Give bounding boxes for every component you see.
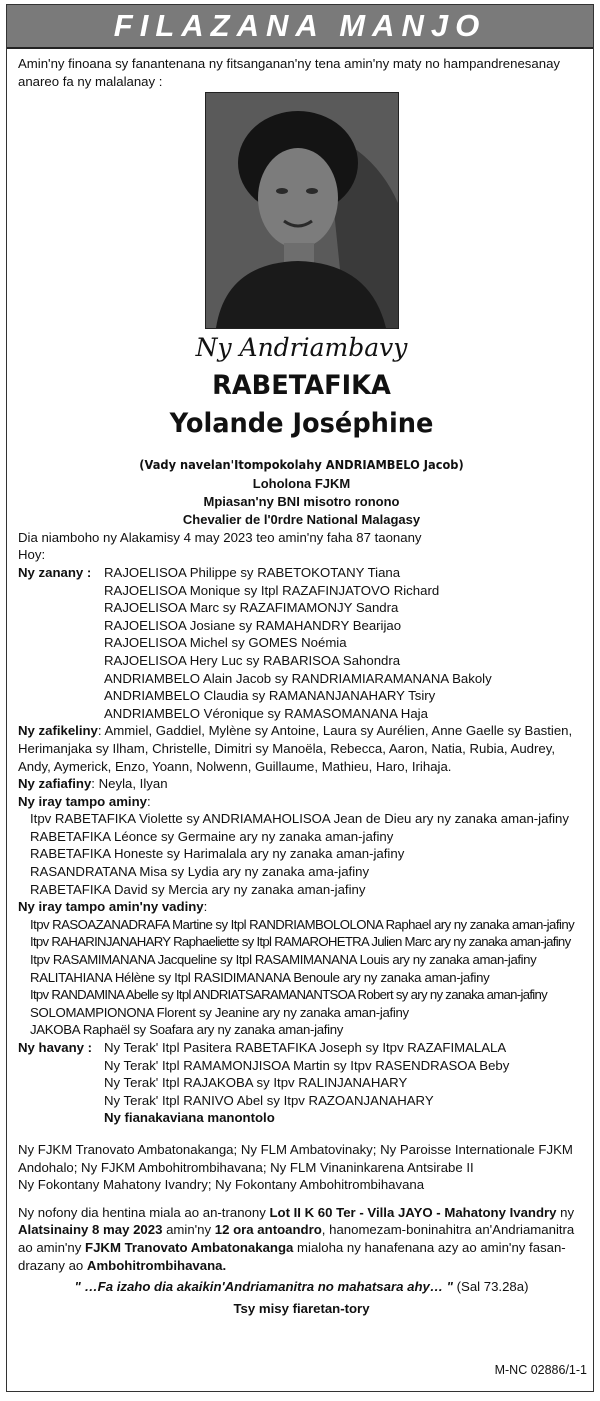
havany-label: Ny havany : <box>18 1040 93 1055</box>
list-item: Ny Terak' Itpl RANIVO Abel sy Itpv RAZOANJANAHARY <box>104 1092 434 1108</box>
zafikeliny-label: Ny zafikeliny <box>18 723 98 739</box>
list-item: Ny Terak' Itpl RAJAKOBA sy Itpv RALINJANAHARY <box>104 1075 408 1091</box>
reference-code: M-NC 02886/1-1 <box>494 1363 587 1377</box>
iray-tampo-aminy-list <box>18 810 585 898</box>
churches-text: Ny FJKM Tranovato Ambatonakanga; Ny FLM Ambatovinaky; Ny Paroisse Internationale FJKM Andohalo; Ny FJKM Ambohitrombihavana; Ny FLM Vinaninkarena Antsirabe II <box>18 1141 573 1175</box>
list-item: Itpv RASOAZANADRAFA Martine sy Itpl RANDRIAMBOLOLONA Raphael ary ny zanaka aman-jafiny <box>30 916 575 932</box>
list-item: Itpv RAHARINJANAHARY Raphaeliette sy Itpl RAMAROHETRA Julien Marc ary ny zanaka aman-jafiny <box>30 934 571 950</box>
list-item: RAJOELISOA Philippe sy RABETOKOTANY Tiana <box>104 564 401 580</box>
list-item: ANDRIAMBELO Véronique sy RAMASOMANANA Haja <box>104 705 428 721</box>
list-item: RABETAFIKA David sy Mercia ary ny zanaka aman-jafiny <box>30 881 366 897</box>
zafikeliny-section: Ny zafikeliny: Ammiel, Gaddiel, Mylène sy Antoine, Laura sy Aurélien, Anne Gaelle sy Bastien, Herimanjaka sy Ilham, Christelle, Dimitri sy Manoëla, Rebecca, Aaron, Natia, Rubia, Audrey, Andy, Aymerick, Enzo, Yoann, Nolwenn, Guillaume, Mathieu, Haro, Irihaja. <box>18 723 573 774</box>
list-item: Itpv RASAMIMANANA Jacqueline sy Itpl RASAMIMANANA Louis ary ny zanaka aman-jafiny <box>30 952 537 968</box>
list-item: RAJOELISOA Marc sy RAZAFIMAMONJY Sandra <box>104 600 399 616</box>
notice-title: FILAZANA MANJO <box>113 8 487 43</box>
zafiafiny-label: Ny zafiafiny <box>18 776 92 792</box>
portrait-figure <box>206 93 398 328</box>
list-item: JAKOBA Raphaël sy Soafara ary ny zanaka aman-jafiny <box>30 1022 344 1038</box>
list-item: ANDRIAMBELO Claudia sy RAMANANJANAHARY Tsiry <box>104 688 436 704</box>
funeral-details: Ny nofony dia hentina miala ao an-tranony Lot II K 60 Ter - Villa JAYO - Mahatony Ivandry ny Alatsinainy 8 may 2023 amin'ny 12 ora antoandro, hanomezam-boninahitra an'Andriamanitra ao amin'ny FJKM Tranovato Ambatonakanga mialoha ny hanafenana azy ao amin'ny fasan-drazany ao Ambohitrombihavana. <box>18 1204 575 1273</box>
portrait-photo <box>205 92 399 329</box>
list-item: Itpv RABETAFIKA Violette sy ANDRIAMAHOLISOA Jean de Dieu ary ny zanaka aman-jafiny <box>30 811 569 827</box>
zanany-section <box>18 564 585 722</box>
list-item: Ny Terak' Itpl Pasitera RABETAFIKA Joseph sy Itpv RAZAFIMALALA <box>104 1040 507 1055</box>
list-item: Ny fianakaviana manontolo <box>104 1110 275 1126</box>
fokontany-text: Ny Fokontany Mahatony Ivandry; Ny Fokontany Ambohitrombihavana <box>18 1177 425 1193</box>
intro-text: Amin'ny finoana sy fanantenana ny fitsanganan'ny tena amin'ny maty no hampandrenesanay anareo fa ny malalanay : <box>18 56 561 89</box>
title-3: Chevalier de l'0rdre National Malagasy <box>182 511 421 527</box>
zanany-label: Ny zanany : <box>18 564 92 580</box>
surname: RABETAFIKA <box>212 370 391 402</box>
honorific: Ny Andriambavy <box>195 333 408 363</box>
list-item: Itpv RANDAMINA Abelle sy Itpl ANDRIATSARAMANANTSOA Robert sy ary ny zanaka aman-jafiny <box>30 987 548 1003</box>
obituary-notice <box>6 4 594 1392</box>
list-item: RAJOELISOA Josiane sy RAMAHANDRY Bearijao <box>104 617 402 633</box>
notice-body <box>7 49 593 1317</box>
iray-tampo-vadiny-list <box>18 916 585 1039</box>
list-item: SOLOMAMPIONONA Florent sy Jeanine ary ny zanaka aman-jafiny <box>30 1004 409 1020</box>
iray-tampo-aminy-label: Ny iray tampo aminy: <box>18 793 151 809</box>
notice-header <box>7 5 593 49</box>
havany-section <box>18 1039 585 1127</box>
list-item: RAJOELISOA Hery Luc sy RABARISOA Sahondra <box>104 652 401 668</box>
given-names: Yolande Joséphine <box>169 408 434 440</box>
spouse-line: (Vady navelan'Itompokolahy ANDRIAMBELO Jacob) <box>139 458 464 473</box>
title-1: Loholona FJKM <box>252 475 351 491</box>
list-item: RABETAFIKA Léonce sy Germaine ary ny zanaka aman-jafiny <box>30 828 394 844</box>
title-2: Mpiasan'ny BNI misotro ronono <box>203 493 400 509</box>
bible-quote: " …Fa izaho dia akaikin'Andriamanitra no mahatsara ahy… " (Sal 73.28a) <box>74 1279 529 1295</box>
hoy-label: Hoy: <box>18 547 46 563</box>
list-item: ANDRIAMBELO Alain Jacob sy RANDRIAMIARAMANANA Bakoly <box>104 670 492 686</box>
list-item: RABETAFIKA Honeste sy Harimalala ary ny zanaka aman-jafiny <box>30 846 405 862</box>
death-notice: Dia niamboho ny Alakamisy 4 may 2023 teo amin'ny faha 87 taonany <box>18 529 422 545</box>
list-item: RAJOELISOA Michel sy GOMES Noémia <box>104 635 347 651</box>
iray-tampo-vadiny-label: Ny iray tampo amin'ny vadiny: <box>18 899 208 915</box>
list-item: RASANDRATANA Misa sy Lydia ary ny zanaka ama-jafiny <box>30 864 370 880</box>
zafiafiny-section: Ny zafiafiny: Neyla, Ilyan <box>18 776 168 792</box>
list-item: RAJOELISOA Monique sy Itpl RAZAFINJATOVO Richard <box>104 582 440 598</box>
footer-text: Tsy misy fiaretan-tory <box>233 1300 370 1316</box>
list-item: Ny Terak' Itpl RAMAMONJISOA Martin sy Itpv RASENDRASOA Beby <box>104 1057 510 1073</box>
list-item: RALITAHIANA Hélène sy Itpl RASIDIMANANA Benoule ary ny zanaka aman-jafiny <box>30 969 490 985</box>
